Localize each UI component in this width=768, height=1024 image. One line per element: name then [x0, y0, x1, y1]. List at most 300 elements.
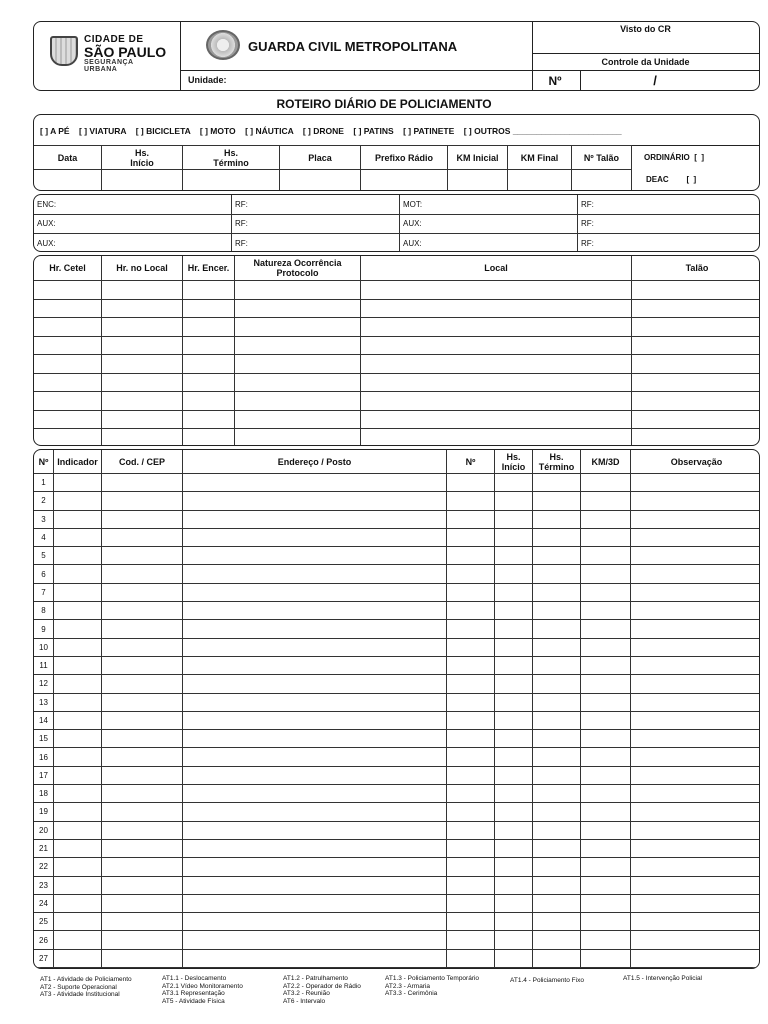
route-cell[interactable] [447, 949, 495, 967]
route-cell[interactable] [54, 602, 102, 620]
route-cell[interactable] [533, 620, 581, 638]
route-cell[interactable] [495, 931, 533, 949]
route-cell[interactable] [447, 931, 495, 949]
route-cell[interactable] [102, 748, 183, 766]
route-cell[interactable] [102, 528, 183, 546]
route-cell[interactable] [631, 510, 761, 528]
route-cell[interactable] [54, 620, 102, 638]
deac-option[interactable]: DEAC [ ] [646, 175, 697, 184]
occurrence-cell[interactable] [34, 355, 102, 374]
occurrence-cell[interactable] [632, 373, 761, 392]
route-cell[interactable] [54, 693, 102, 711]
occurrence-cell[interactable] [34, 410, 102, 429]
route-cell[interactable] [102, 474, 183, 492]
crew-aux-1-rf[interactable]: RF: [232, 214, 400, 234]
route-cell[interactable] [533, 785, 581, 803]
crew-enc-rf[interactable]: RF: [232, 195, 400, 215]
modalidade-options[interactable]: [ ] A PÉ [ ] VIATURA [ ] BICICLETA [ ] MOTO [ ] NÁUTICA [ ] DRONE [ ] PATINS [ ] PATINETE [ ] OUTROS _______________________ [40, 126, 622, 136]
route-cell[interactable] [183, 510, 447, 528]
route-cell[interactable] [631, 638, 761, 656]
route-cell[interactable] [581, 931, 631, 949]
occurrence-cell[interactable] [183, 318, 235, 337]
crew-aux-2[interactable]: AUX: [400, 214, 578, 234]
occurrence-cell[interactable] [632, 281, 761, 300]
route-cell[interactable] [495, 510, 533, 528]
occurrence-cell[interactable] [361, 429, 632, 447]
route-cell[interactable] [54, 638, 102, 656]
occurrence-cell[interactable] [235, 392, 361, 411]
route-cell[interactable] [495, 565, 533, 583]
crew-aux-4[interactable]: AUX: [400, 234, 578, 252]
occurrence-cell[interactable] [34, 429, 102, 447]
route-cell[interactable] [183, 821, 447, 839]
occurrence-cell[interactable] [361, 281, 632, 300]
route-cell[interactable] [447, 510, 495, 528]
legend-col-4 [385, 975, 479, 998]
occurrence-cell[interactable] [235, 355, 361, 374]
route-cell[interactable] [102, 949, 183, 967]
route-cell[interactable] [581, 510, 631, 528]
route-cell[interactable] [183, 785, 447, 803]
crew-aux-1[interactable]: AUX: [34, 214, 232, 234]
route-cell[interactable] [447, 876, 495, 894]
occurrence-cell[interactable] [34, 373, 102, 392]
route-cell[interactable] [581, 730, 631, 748]
route-cell[interactable] [533, 766, 581, 784]
route-cell[interactable] [495, 949, 533, 967]
route-cell[interactable] [631, 693, 761, 711]
occurrence-cell[interactable] [102, 429, 183, 447]
route-cell[interactable] [495, 785, 533, 803]
route-cell[interactable] [447, 821, 495, 839]
route-cell[interactable] [495, 492, 533, 510]
route-cell[interactable] [102, 565, 183, 583]
occurrence-cell[interactable] [632, 299, 761, 318]
route-cell[interactable] [447, 693, 495, 711]
crew-aux-3-rf[interactable]: RF: [232, 234, 400, 252]
route-cell[interactable] [54, 785, 102, 803]
route-cell[interactable] [54, 821, 102, 839]
route-cell[interactable] [631, 565, 761, 583]
route-cell[interactable] [102, 876, 183, 894]
route-cell[interactable] [581, 547, 631, 565]
route-cell[interactable] [631, 821, 761, 839]
route-cell[interactable] [54, 510, 102, 528]
route-cell[interactable] [581, 693, 631, 711]
route-row [34, 474, 761, 492]
occurrence-cell[interactable] [183, 410, 235, 429]
route-cell[interactable] [533, 748, 581, 766]
route-cell[interactable] [495, 547, 533, 565]
route-cell[interactable] [495, 839, 533, 857]
crew-aux-4-rf[interactable]: RF: [578, 234, 761, 252]
route-cell[interactable] [533, 474, 581, 492]
route-cell[interactable] [183, 766, 447, 784]
route-cell[interactable] [631, 474, 761, 492]
route-cell[interactable] [631, 839, 761, 857]
route-cell[interactable] [54, 711, 102, 729]
route-cell[interactable] [631, 602, 761, 620]
occurrence-cell[interactable] [34, 281, 102, 300]
route-cell[interactable] [631, 748, 761, 766]
route-cell[interactable] [631, 913, 761, 931]
occurrence-cell[interactable] [361, 318, 632, 337]
route-cell[interactable] [54, 839, 102, 857]
route-cell[interactable] [54, 803, 102, 821]
route-cell[interactable] [54, 913, 102, 931]
route-cell[interactable] [581, 949, 631, 967]
route-cell[interactable] [631, 931, 761, 949]
occurrence-cell[interactable] [183, 392, 235, 411]
route-cell[interactable] [631, 858, 761, 876]
route-cell[interactable] [447, 675, 495, 693]
occurrence-cell[interactable] [361, 410, 632, 429]
route-cell[interactable] [183, 949, 447, 967]
field-num-talao[interactable] [572, 170, 632, 192]
route-cell[interactable] [102, 620, 183, 638]
occurrence-cell[interactable] [183, 281, 235, 300]
crew-aux-3[interactable]: AUX: [34, 234, 232, 252]
route-cell[interactable] [581, 711, 631, 729]
route-cell[interactable] [495, 913, 533, 931]
route-cell[interactable] [581, 675, 631, 693]
route-cell[interactable] [183, 638, 447, 656]
route-cell[interactable] [447, 602, 495, 620]
route-cell[interactable] [581, 821, 631, 839]
route-cell[interactable] [102, 638, 183, 656]
field-km-final[interactable] [508, 170, 572, 192]
occurrence-cell[interactable] [632, 336, 761, 355]
route-cell[interactable] [54, 858, 102, 876]
route-cell[interactable] [102, 913, 183, 931]
route-cell[interactable] [54, 748, 102, 766]
route-cell[interactable] [533, 528, 581, 546]
route-cell[interactable] [447, 803, 495, 821]
route-cell[interactable] [447, 711, 495, 729]
route-cell[interactable] [533, 602, 581, 620]
route-cell[interactable] [631, 492, 761, 510]
route-cell[interactable] [631, 949, 761, 967]
occurrence-cell[interactable] [632, 392, 761, 411]
route-cell[interactable] [102, 583, 183, 601]
route-cell[interactable] [183, 913, 447, 931]
occurrence-cell[interactable] [235, 410, 361, 429]
route-cell[interactable] [533, 547, 581, 565]
route-cell[interactable] [183, 528, 447, 546]
route-cell[interactable] [102, 931, 183, 949]
route-cell[interactable] [581, 839, 631, 857]
crew-mot[interactable]: MOT: [400, 195, 578, 215]
occurrence-cell[interactable] [34, 299, 102, 318]
route-cell[interactable] [447, 766, 495, 784]
occurrence-cell[interactable] [632, 355, 761, 374]
route-cell[interactable] [183, 675, 447, 693]
occurrence-cell[interactable] [235, 318, 361, 337]
route-cell[interactable] [54, 949, 102, 967]
route-cell[interactable] [631, 766, 761, 784]
route-cell[interactable] [183, 858, 447, 876]
route-cell[interactable] [102, 894, 183, 912]
route-cell[interactable] [102, 711, 183, 729]
occurrence-cell[interactable] [102, 318, 183, 337]
route-cell[interactable] [533, 656, 581, 674]
route-cell[interactable] [495, 821, 533, 839]
route-cell[interactable] [495, 858, 533, 876]
route-cell[interactable] [102, 675, 183, 693]
route-cell[interactable] [447, 748, 495, 766]
field-hs-termino[interactable] [183, 170, 280, 192]
route-cell[interactable] [447, 858, 495, 876]
route-cell[interactable] [183, 693, 447, 711]
route-cell[interactable] [631, 894, 761, 912]
route-cell[interactable] [447, 547, 495, 565]
route-cell[interactable] [102, 547, 183, 565]
route-row-number: 16 [34, 748, 54, 766]
field-placa[interactable] [280, 170, 361, 192]
occurrence-cell[interactable] [183, 429, 235, 447]
route-cell[interactable] [581, 785, 631, 803]
field-km-inicial[interactable] [448, 170, 508, 192]
occurrence-cell[interactable] [102, 299, 183, 318]
route-cell[interactable] [54, 931, 102, 949]
occurrence-cell[interactable] [102, 355, 183, 374]
route-cell[interactable] [533, 583, 581, 601]
route-cell[interactable] [102, 693, 183, 711]
route-cell[interactable] [533, 711, 581, 729]
route-cell[interactable] [533, 949, 581, 967]
occurrence-cell[interactable] [102, 336, 183, 355]
route-cell[interactable] [581, 638, 631, 656]
occurrence-cell[interactable] [235, 429, 361, 447]
route-cell[interactable] [102, 766, 183, 784]
field-data[interactable] [34, 170, 102, 192]
occurrence-cell[interactable] [235, 336, 361, 355]
route-cell[interactable] [183, 711, 447, 729]
route-cell[interactable] [495, 656, 533, 674]
route-row-number: 14 [34, 711, 54, 729]
crew-enc[interactable]: ENC: [34, 195, 232, 215]
route-cell[interactable] [102, 839, 183, 857]
occurrence-cell[interactable] [102, 392, 183, 411]
route-cell[interactable] [533, 876, 581, 894]
route-cell[interactable] [183, 730, 447, 748]
route-cell[interactable] [533, 894, 581, 912]
route-cell[interactable] [54, 656, 102, 674]
route-cell[interactable] [183, 565, 447, 583]
occurrence-cell[interactable] [34, 392, 102, 411]
occurrence-cell[interactable] [235, 299, 361, 318]
occurrence-cell[interactable] [235, 281, 361, 300]
route-cell[interactable] [495, 766, 533, 784]
occurrence-cell[interactable] [102, 373, 183, 392]
route-cell[interactable] [533, 821, 581, 839]
route-cell[interactable] [54, 547, 102, 565]
route-cell[interactable] [447, 638, 495, 656]
route-cell[interactable] [447, 565, 495, 583]
route-cell[interactable] [183, 547, 447, 565]
route-cell[interactable] [183, 931, 447, 949]
route-cell[interactable] [495, 693, 533, 711]
route-cell[interactable] [54, 675, 102, 693]
occurrence-cell[interactable] [361, 336, 632, 355]
occurrence-cell[interactable] [361, 355, 632, 374]
route-cell[interactable] [447, 583, 495, 601]
route-cell[interactable] [495, 602, 533, 620]
route-row [34, 565, 761, 583]
route-cell[interactable] [533, 803, 581, 821]
route-cell[interactable] [183, 803, 447, 821]
field-prefixo-radio[interactable] [361, 170, 448, 192]
route-cell[interactable] [447, 620, 495, 638]
route-cell[interactable] [183, 620, 447, 638]
route-cell[interactable] [631, 528, 761, 546]
route-cell[interactable] [581, 876, 631, 894]
route-cell[interactable] [447, 730, 495, 748]
route-cell[interactable] [54, 583, 102, 601]
route-cell[interactable] [54, 565, 102, 583]
occurrence-cell[interactable] [102, 410, 183, 429]
occurrence-cell[interactable] [183, 299, 235, 318]
route-cell[interactable] [183, 602, 447, 620]
route-cell[interactable] [183, 492, 447, 510]
occurrence-cell[interactable] [632, 410, 761, 429]
route-cell[interactable] [631, 803, 761, 821]
route-cell[interactable] [495, 876, 533, 894]
route-cell[interactable] [533, 492, 581, 510]
route-cell[interactable] [102, 821, 183, 839]
route-cell[interactable] [102, 803, 183, 821]
route-cell[interactable] [533, 638, 581, 656]
header-divider-h [180, 70, 532, 71]
route-cell[interactable] [581, 913, 631, 931]
route-cell[interactable] [581, 602, 631, 620]
route-cell[interactable] [533, 693, 581, 711]
route-cell[interactable] [102, 602, 183, 620]
route-cell[interactable] [102, 510, 183, 528]
route-cell[interactable] [54, 528, 102, 546]
route-cell[interactable] [631, 620, 761, 638]
route-cell[interactable] [54, 766, 102, 784]
occurrence-cell[interactable] [183, 355, 235, 374]
route-cell[interactable] [533, 675, 581, 693]
route-cell[interactable] [102, 492, 183, 510]
route-cell[interactable] [581, 894, 631, 912]
route-cell[interactable] [447, 913, 495, 931]
field-hs-inicio[interactable] [102, 170, 183, 192]
route-cell[interactable] [495, 474, 533, 492]
route-cell[interactable] [447, 785, 495, 803]
route-cell[interactable] [447, 894, 495, 912]
route-cell[interactable] [631, 711, 761, 729]
route-cell[interactable] [447, 839, 495, 857]
route-cell[interactable] [631, 656, 761, 674]
legend-at2-2: AT2.2 - Operador de Rádio [283, 982, 361, 990]
route-cell[interactable] [447, 528, 495, 546]
occurrence-cell[interactable] [183, 336, 235, 355]
occurrence-cell[interactable] [34, 336, 102, 355]
crew-aux-2-rf[interactable]: RF: [578, 214, 761, 234]
route-cell[interactable] [102, 858, 183, 876]
route-cell[interactable] [581, 656, 631, 674]
occurrence-cell[interactable] [361, 299, 632, 318]
route-cell[interactable] [183, 894, 447, 912]
route-cell[interactable] [495, 638, 533, 656]
route-cell[interactable] [533, 565, 581, 583]
route-cell[interactable] [533, 510, 581, 528]
route-cell[interactable] [581, 583, 631, 601]
route-cell[interactable] [631, 675, 761, 693]
occurrence-cell[interactable] [235, 373, 361, 392]
route-cell[interactable] [581, 858, 631, 876]
route-cell[interactable] [54, 474, 102, 492]
route-cell[interactable] [447, 492, 495, 510]
route-cell[interactable] [102, 656, 183, 674]
route-cell[interactable] [54, 730, 102, 748]
occurrence-cell[interactable] [102, 281, 183, 300]
route-cell[interactable] [495, 620, 533, 638]
route-cell[interactable] [581, 766, 631, 784]
route-cell[interactable] [631, 876, 761, 894]
route-cell[interactable] [631, 583, 761, 601]
route-cell[interactable] [183, 474, 447, 492]
route-cell[interactable] [447, 474, 495, 492]
route-cell[interactable] [581, 492, 631, 510]
occurrence-cell[interactable] [183, 373, 235, 392]
occurrence-cell[interactable] [361, 373, 632, 392]
occurrence-cell[interactable] [361, 392, 632, 411]
route-cell[interactable] [54, 876, 102, 894]
route-cell[interactable] [447, 656, 495, 674]
occurrence-cell[interactable] [632, 318, 761, 337]
route-cell[interactable] [495, 730, 533, 748]
route-cell[interactable] [495, 583, 533, 601]
route-cell[interactable] [183, 656, 447, 674]
route-cell[interactable] [183, 876, 447, 894]
route-cell[interactable] [581, 565, 631, 583]
route-cell[interactable] [581, 748, 631, 766]
occurrence-cell[interactable] [632, 429, 761, 447]
route-cell[interactable] [631, 730, 761, 748]
route-cell[interactable] [533, 839, 581, 857]
occurrence-cell[interactable] [34, 318, 102, 337]
route-cell[interactable] [631, 785, 761, 803]
crew-mot-rf[interactable]: RF: [578, 195, 761, 215]
route-cell[interactable] [581, 474, 631, 492]
route-cell[interactable] [495, 803, 533, 821]
route-cell[interactable] [54, 492, 102, 510]
route-cell[interactable] [533, 730, 581, 748]
ordinario-option[interactable]: ORDINÁRIO [ ] [644, 153, 704, 162]
route-cell[interactable] [495, 711, 533, 729]
route-cell[interactable] [54, 894, 102, 912]
route-cell[interactable] [631, 547, 761, 565]
route-cell[interactable] [581, 803, 631, 821]
route-cell[interactable] [533, 858, 581, 876]
route-cell[interactable] [495, 528, 533, 546]
route-cell[interactable] [183, 748, 447, 766]
route-cell[interactable] [581, 528, 631, 546]
route-cell[interactable] [102, 785, 183, 803]
route-cell[interactable] [533, 931, 581, 949]
route-cell[interactable] [581, 620, 631, 638]
route-cell[interactable] [495, 675, 533, 693]
route-cell[interactable] [495, 894, 533, 912]
route-cell[interactable] [495, 748, 533, 766]
route-cell[interactable] [533, 913, 581, 931]
route-cell[interactable] [102, 730, 183, 748]
route-cell[interactable] [183, 839, 447, 857]
route-cell[interactable] [183, 583, 447, 601]
